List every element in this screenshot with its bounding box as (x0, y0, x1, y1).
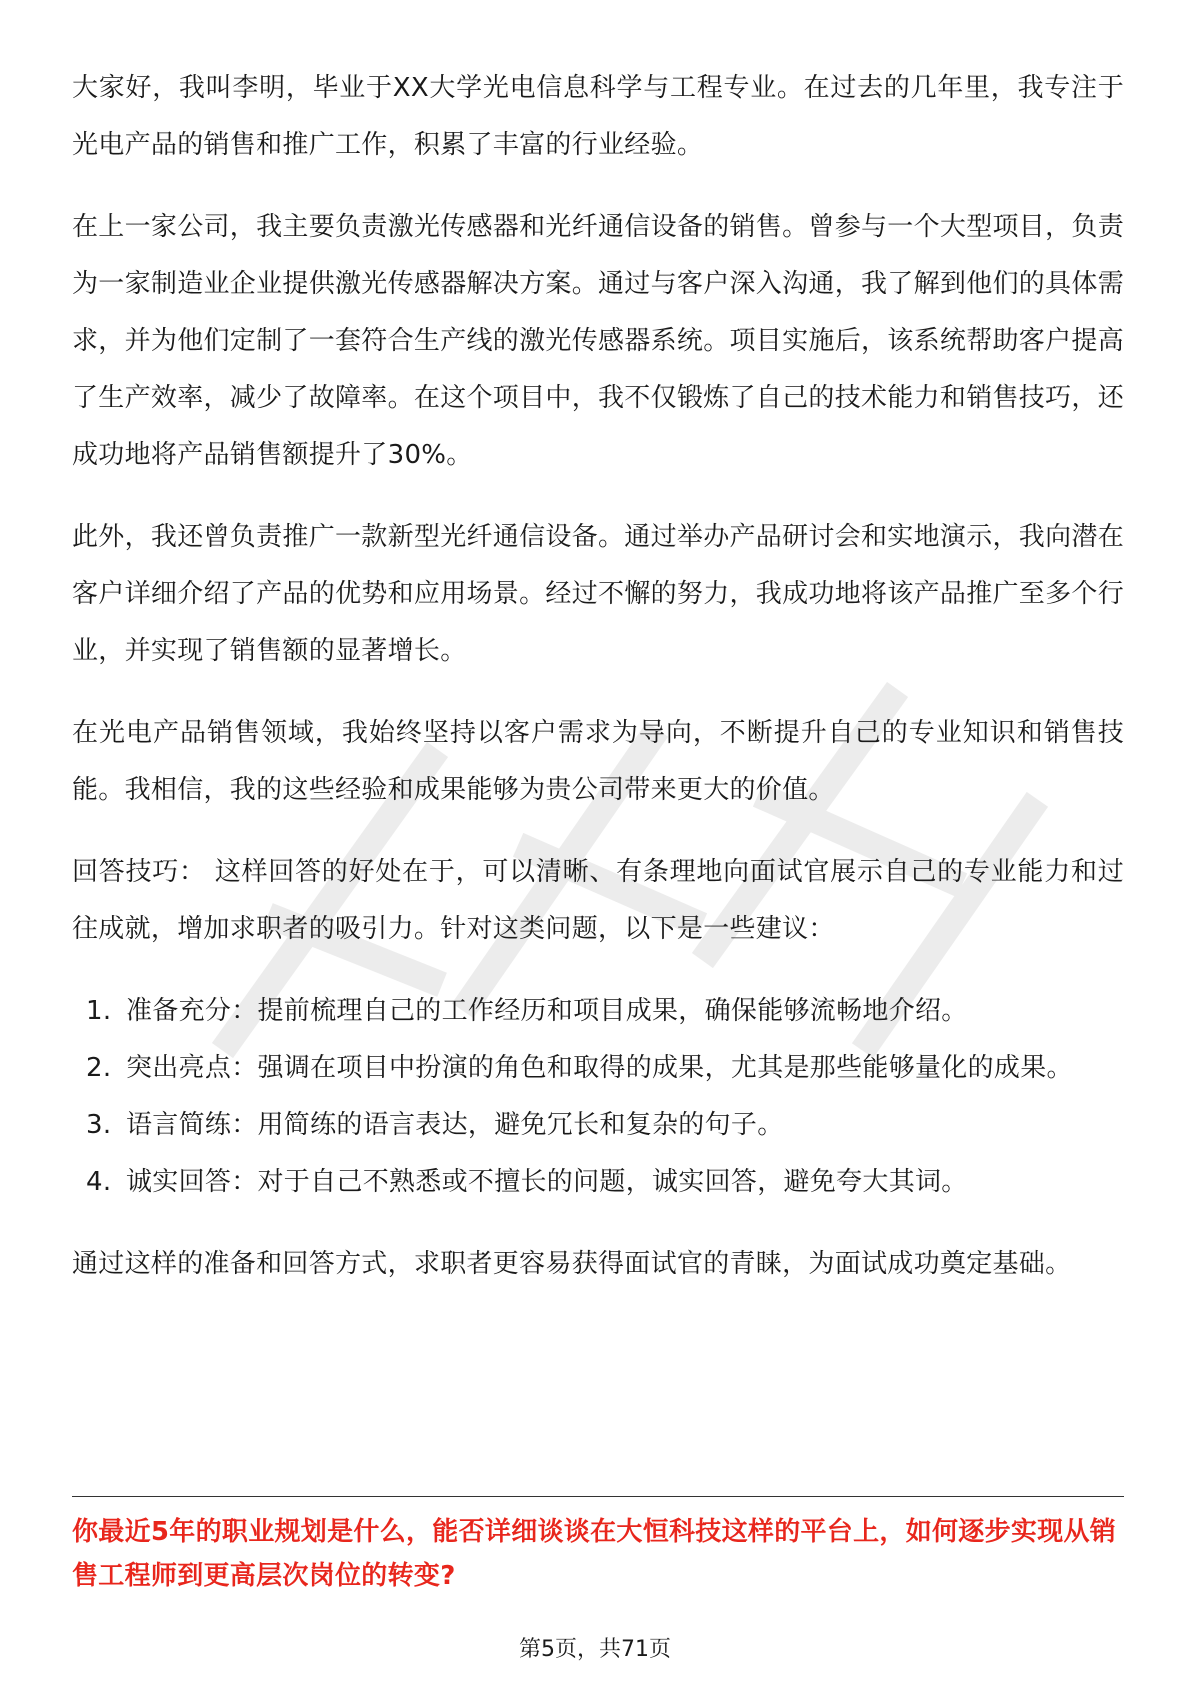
paragraph-intro: 大家好，我叫李明，毕业于XX大学光电信息科学与工程专业。在过去的几年里，我专注于光电产品的销售和推广工作，积累了丰富的行业经验。 (72, 73, 1124, 160)
list-number: 4. (86, 1167, 112, 1197)
next-question-heading: 你最近5年的职业规划是什么，能否详细谈谈在大恒科技这样的平台上，如何逐步实现从销售工程师到更高层次岗位的转变? (72, 1517, 1117, 1591)
list-number: 1. (86, 996, 112, 1026)
paragraph-promotion: 此外，我还曾负责推广一款新型光纤通信设备。通过举办产品研讨会和实地演示，我向潜在客户详细介绍了产品的优势和应用场景。经过不懈的努力，我成功地将该产品推广至多个行业，并实现了销售额的显著增长。 (72, 522, 1125, 666)
list-text: 突出亮点：强调在项目中扮演的角色和取得的成果，尤其是那些能够量化的成果。 (126, 1053, 1073, 1083)
list-item (72, 983, 1124, 1040)
page-number: 第5页，共71页 (519, 1637, 671, 1662)
list-text: 语言简练：用简练的语言表达，避免冗长和复杂的句子。 (126, 1110, 784, 1140)
paragraph-project: 在上一家公司，我主要负责激光传感器和光纤通信设备的销售。曾参与一个大型项目，负责为一家制造业企业提供激光传感器解决方案。通过与客户深入沟通，我了解到他们的具体需求，并为他们定制了一套符合生产线的激光传感器系统。项目实施后，该系统帮助客户提高了生产效率，减少了故障率。在这个项目中，我不仅锻炼了自己的技术能力和销售技巧，还成功地将产品销售额提升了30%。 (72, 212, 1125, 470)
main-content (72, 60, 1124, 1318)
tips-list (72, 983, 1124, 1211)
list-item (72, 1154, 1124, 1211)
paragraph-answer-tips: 回答技巧： 这样回答的好处在于，可以清晰、有条理地向面试官展示自己的专业能力和过往成就，增加求职者的吸引力。针对这类问题，以下是一些建议： (72, 857, 1124, 944)
paragraph-closing: 通过这样的准备和回答方式，求职者更容易获得面试官的青睐，为面试成功奠定基础。 (72, 1249, 1072, 1279)
list-item (72, 1097, 1124, 1154)
section-divider (72, 1496, 1124, 1497)
list-number: 2. (86, 1053, 112, 1083)
list-text: 诚实回答：对于自己不熟悉或不擅长的问题，诚实回答，避免夸大其词。 (126, 1167, 968, 1197)
list-text: 准备充分：提前梳理自己的工作经历和项目成果，确保能够流畅地介绍。 (126, 996, 968, 1026)
paragraph-summary: 在光电产品销售领域，我始终坚持以客户需求为导向，不断提升自己的专业知识和销售技能。我相信，我的这些经验和成果能够为贵公司带来更大的价值。 (72, 718, 1124, 805)
list-number: 3. (86, 1110, 112, 1140)
list-item (72, 1040, 1124, 1097)
